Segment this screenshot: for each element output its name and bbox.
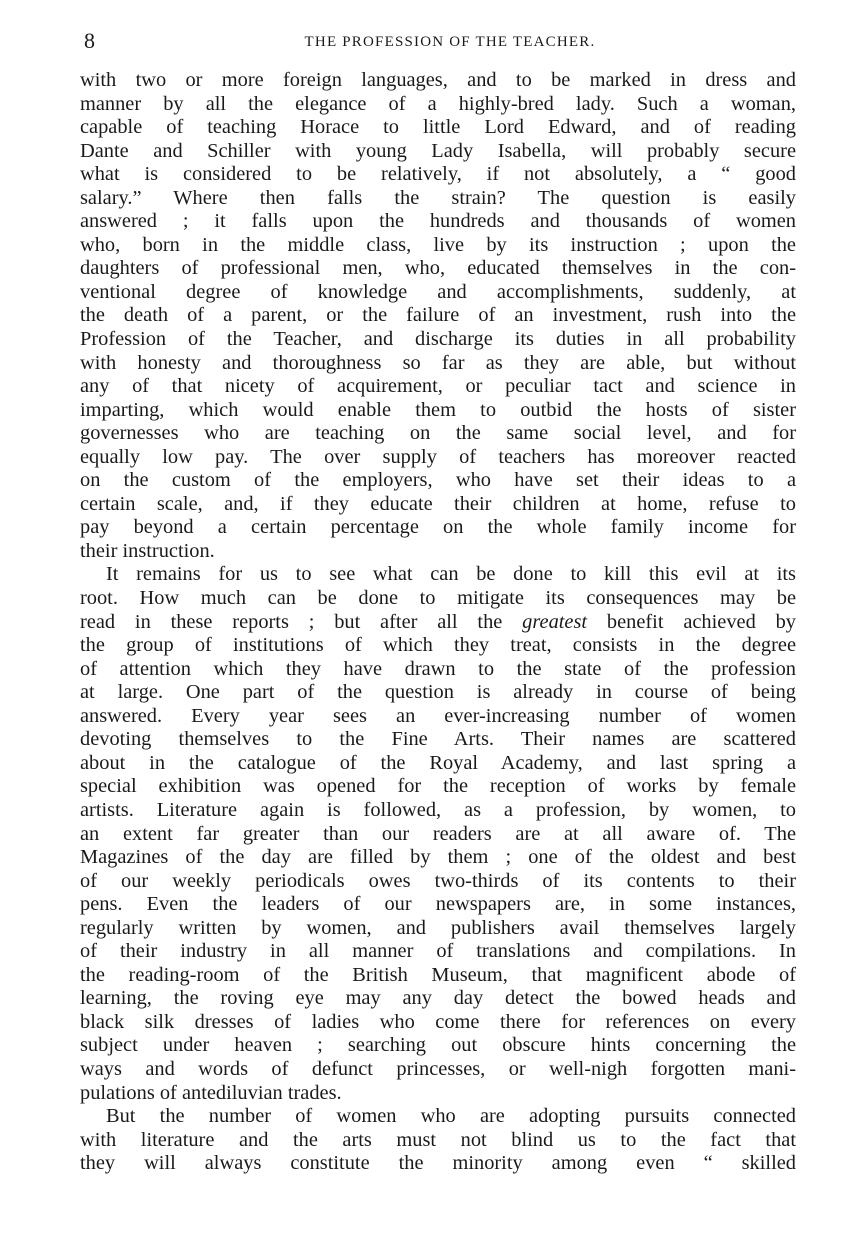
text-line: they will always constitute the minority among even “ skilled	[80, 1152, 796, 1175]
text-line: of attention which they have drawn to the state of the profession	[80, 657, 796, 680]
text-line-with-emphasis	[80, 611, 796, 635]
text-line: with two or more foreign languages, and to be marked in dress and	[80, 69, 796, 91]
paragraph-end-line: pulations of antediluvian trades.	[80, 1081, 342, 1104]
text-line: subject under heaven ; searching out obscure hints concerning the	[80, 1034, 796, 1057]
text-line: pens. Even the leaders of our newspapers are, in some instances,	[80, 893, 796, 916]
text-line: the death of a parent, or the failure of an investment, rush into the	[80, 304, 796, 327]
text-line: ways and words of defunct princesses, or well-nigh forgotten mani-	[80, 1057, 796, 1080]
text-line: Magazines of the day are filled by them ; one of the oldest and best	[80, 846, 796, 869]
text-line: Profession of the Teacher, and discharge its duties in all probability	[80, 328, 796, 351]
text-line: what is considered to be relatively, if not absolutely, a “ good	[80, 163, 796, 186]
text-line: root. How much can be done to mitigate its consequences may be	[80, 587, 796, 610]
text-line: answered ; it falls upon the hundreds and thousands of women	[80, 210, 796, 233]
running-title: THE PROFESSION OF THE TEACHER.	[304, 34, 596, 50]
text-line: the reading-room of the British Museum, that magnificent abode of	[80, 963, 796, 986]
text-line: with honesty and thoroughness so far as they are able, but without	[80, 351, 796, 374]
text-line: answered. Every year sees an ever-increasing number of women	[80, 704, 796, 727]
paragraph-start-line: It remains for us to see what can be done to kill this evil at its	[106, 563, 796, 586]
text-line: special exhibition was opened for the reception of works by female	[80, 775, 796, 798]
text-line: certain scale, and, if they educate their children at home, refuse to	[80, 492, 796, 515]
text-line: salary.” Where then falls the strain? The question is easily	[80, 186, 796, 209]
page-header	[84, 28, 796, 58]
text-line: pay beyond a certain percentage on the whole family income for	[80, 516, 796, 539]
text-line: about in the catalogue of the Royal Academy, and last spring a	[80, 751, 796, 774]
text-line: Dante and Schiller with young Lady Isabella, will probably secure	[80, 139, 796, 162]
text-line: black silk dresses of ladies who come there for references on every	[80, 1010, 796, 1033]
text-line: ventional degree of knowledge and accomplishments, suddenly, at	[80, 280, 796, 303]
text-line: of our weekly periodicals owes two-thirds of its contents to their	[80, 869, 796, 892]
text-line: devoting themselves to the Fine Arts. Their names are scattered	[80, 728, 796, 751]
text-segment: read in these reports ; but after all the	[80, 610, 503, 633]
text-line: any of that nicety of acquirement, or peculiar tact and science in	[80, 375, 796, 398]
text-line: on the custom of the employers, who have set their ideas to a	[80, 469, 796, 492]
text-line: who, born in the middle class, live by its instruction ; upon the	[80, 233, 796, 256]
text-line: governesses who are teaching on the same social level, and for	[80, 422, 796, 445]
text-line: imparting, which would enable them to outbid the hosts of sister	[80, 398, 796, 421]
text-line: capable of teaching Horace to little Lord Edward, and of reading	[80, 116, 796, 139]
text-line: the group of institutions of which they treat, consists in the degree	[80, 634, 796, 657]
text-segment: benefit achieved by	[606, 610, 796, 633]
text-line: at large. One part of the question is already in course of being	[80, 681, 796, 704]
text-line: of their industry in all manner of translations and compilations. In	[80, 940, 796, 963]
text-line: equally low pay. The over supply of teachers has moreover reacted	[80, 445, 796, 468]
text-line: artists. Literature again is followed, as a profession, by women, to	[80, 798, 796, 821]
emphasized-word: greatest	[522, 610, 588, 633]
text-line: daughters of professional men, who, educated themselves in the con-	[80, 257, 796, 280]
text-line: with literature and the arts must not blind us to the fact that	[80, 1128, 796, 1151]
text-line: an extent far greater than our readers are at all aware of. The	[80, 822, 796, 845]
text-line: learning, the roving eye may any day detect the bowed heads and	[80, 987, 796, 1010]
text-line: manner by all the elegance of a highly-bred lady. Such a woman,	[80, 92, 796, 115]
text-line: regularly written by women, and publishers avail themselves largely	[80, 916, 796, 939]
paragraph-end-line: their instruction.	[80, 539, 215, 562]
paragraph-start-line: But the number of women who are adopting pursuits connected	[106, 1105, 796, 1128]
body-text	[80, 69, 796, 1176]
page-number: 8	[84, 28, 95, 53]
